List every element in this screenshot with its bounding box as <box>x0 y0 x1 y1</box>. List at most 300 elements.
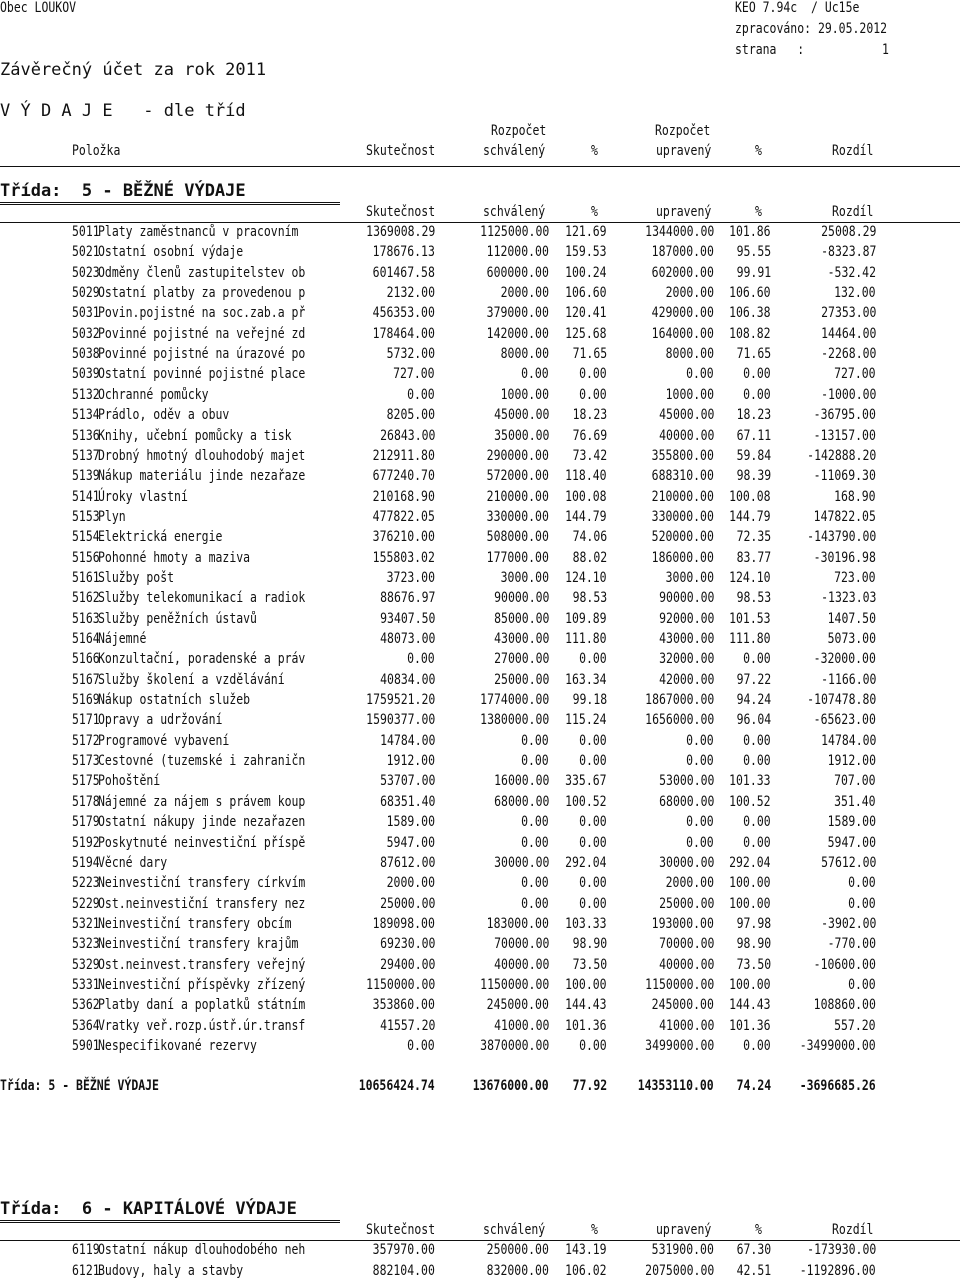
approved: 25000.00 <box>493 671 549 688</box>
pct-adjusted: 97.22 <box>736 671 771 688</box>
pct-adjusted: 71.65 <box>736 346 771 363</box>
adjusted: 43000.00 <box>658 631 714 647</box>
class6-title-underline <box>0 1220 340 1223</box>
pct-approved: 0.00 <box>579 732 607 749</box>
item-code: 5321 <box>72 915 100 932</box>
pct-approved: 73.42 <box>572 447 607 464</box>
item-code: 5192 <box>72 834 100 851</box>
pct-approved: 0.00 <box>579 875 607 892</box>
adjusted: 210000.00 <box>651 488 714 505</box>
item-code: 5179 <box>72 814 100 831</box>
item-code: 5141 <box>72 488 100 505</box>
actual: 3723.00 <box>386 569 435 586</box>
difference: 168.90 <box>834 488 876 505</box>
adjusted: 429000.00 <box>651 305 714 322</box>
approved: 90000.00 <box>493 590 549 607</box>
actual: 677240.70 <box>372 468 435 485</box>
item-code: 6119 <box>72 1242 100 1258</box>
header-budget-label: Rozpočet <box>491 123 547 139</box>
approved: 0.00 <box>521 814 549 831</box>
pct-adjusted: 99.91 <box>736 264 771 281</box>
item-name: Ostatní nákupy jinde nezařazen <box>98 814 306 831</box>
page-label: strana : <box>735 42 805 58</box>
pct-adjusted: 98.90 <box>736 936 771 953</box>
actual: 1589.00 <box>386 814 435 831</box>
table-row <box>0 835 960 855</box>
class5-subheader-divider <box>0 222 960 223</box>
actual: 0.00 <box>407 1038 435 1054</box>
difference: -3902.00 <box>820 915 876 932</box>
pct-adjusted: 18.23 <box>736 407 771 424</box>
pct-approved: 125.68 <box>565 325 607 342</box>
pct-adjusted: 59.84 <box>736 447 771 464</box>
actual: 727.00 <box>393 366 435 383</box>
total-actual: 10656424.74 <box>358 1078 435 1094</box>
actual: 14784.00 <box>379 732 435 749</box>
pct-adjusted: 83.77 <box>736 549 771 566</box>
actual: 41557.20 <box>379 1017 435 1034</box>
approved: 290000.00 <box>486 447 549 464</box>
item-code: 5173 <box>72 753 100 770</box>
header-actual: Skutečnost <box>366 143 436 159</box>
item-code: 5039 <box>72 366 100 383</box>
table-row <box>0 509 960 529</box>
approved: 43000.00 <box>493 631 549 647</box>
adjusted: 32000.00 <box>658 651 714 668</box>
class5-total-row <box>0 1078 960 1098</box>
pct-approved: 99.18 <box>572 692 607 709</box>
pct-adjusted: 0.00 <box>743 732 771 749</box>
pct-adjusted: 95.55 <box>736 244 771 261</box>
total-label: Třída: 5 - BĚŽNÉ VÝDAJE <box>0 1078 159 1094</box>
table-row <box>0 651 960 671</box>
pct-approved: 98.90 <box>572 936 607 953</box>
item-name: Pohonné hmoty a maziva <box>98 549 251 566</box>
adjusted: 330000.00 <box>651 508 714 525</box>
total-pct-2: 74.24 <box>736 1078 771 1094</box>
actual: 601467.58 <box>372 264 435 281</box>
difference: 25008.29 <box>820 224 876 240</box>
pct-adjusted: 111.80 <box>729 631 771 647</box>
item-name: Služby peněžních ústavů <box>98 610 257 627</box>
approved: 0.00 <box>521 875 549 892</box>
pct-approved: 0.00 <box>579 753 607 770</box>
item-name: Ost.neinvest.transfery veřejný <box>98 956 306 973</box>
item-code: 5137 <box>72 447 100 464</box>
difference: -2268.00 <box>820 346 876 363</box>
item-code: 5364 <box>72 1017 100 1034</box>
item-name: Vratky veř.rozp.ústř.úr.transf <box>98 1017 306 1034</box>
header-item: Položka <box>72 143 121 159</box>
table-row <box>0 529 960 549</box>
table-row <box>0 326 960 346</box>
pct-approved: 100.08 <box>565 488 607 505</box>
approved: 45000.00 <box>493 407 549 424</box>
pct-approved: 100.24 <box>565 264 607 281</box>
actual: 1150000.00 <box>365 976 435 993</box>
table-row <box>0 346 960 366</box>
class6-sub-adjusted: upravený <box>656 1222 712 1238</box>
pct-approved: 106.60 <box>565 285 607 302</box>
table-row <box>0 855 960 875</box>
difference: 108860.00 <box>813 997 876 1014</box>
adjusted: 187000.00 <box>651 244 714 261</box>
approved: 112000.00 <box>486 244 549 261</box>
difference: -32000.00 <box>813 651 876 668</box>
pct-approved: 76.69 <box>572 427 607 444</box>
difference: -532.42 <box>827 264 876 281</box>
approved: 85000.00 <box>493 610 549 627</box>
item-code: 5136 <box>72 427 100 444</box>
pct-approved: 100.52 <box>565 793 607 810</box>
approved: 250000.00 <box>486 1242 549 1258</box>
item-name: Neinvestiční transfery krajům <box>98 936 299 953</box>
approved: 0.00 <box>521 834 549 851</box>
item-name: Povin.pojistné na soc.zab.a př <box>98 305 306 322</box>
actual: 68351.40 <box>379 793 435 810</box>
table-row <box>0 753 960 773</box>
approved: 1125000.00 <box>479 224 549 240</box>
difference: 1407.50 <box>827 610 876 627</box>
item-code: 5161 <box>72 569 100 586</box>
total-approved: 13676000.00 <box>472 1078 549 1094</box>
difference: 1912.00 <box>827 753 876 770</box>
difference: -1323.03 <box>820 590 876 607</box>
program-version: KEO 7.94c / Uc15e <box>735 0 860 16</box>
item-code: 5331 <box>72 976 100 993</box>
pct-approved: 100.00 <box>565 976 607 993</box>
item-code: 5901 <box>72 1038 100 1054</box>
item-name: Poskytnuté neinvestiční příspě <box>98 834 306 851</box>
pct-approved: 106.02 <box>565 1262 607 1279</box>
pct-adjusted: 94.24 <box>736 692 771 709</box>
adjusted: 53000.00 <box>658 773 714 790</box>
approved: 572000.00 <box>486 468 549 485</box>
approved: 330000.00 <box>486 508 549 525</box>
pct-approved: 18.23 <box>572 407 607 424</box>
pct-approved: 0.00 <box>579 386 607 403</box>
adjusted: 688310.00 <box>651 468 714 485</box>
difference: 707.00 <box>834 773 876 790</box>
item-name: Služby pošt <box>98 569 175 586</box>
difference: -3499000.00 <box>799 1038 876 1054</box>
class6-sub-pct-2: % <box>755 1222 762 1238</box>
approved: 41000.00 <box>493 1017 549 1034</box>
actual: 189098.00 <box>372 915 435 932</box>
item-code: 5171 <box>72 712 100 729</box>
pct-adjusted: 97.98 <box>736 915 771 932</box>
approved: 3870000.00 <box>479 1038 549 1054</box>
adjusted: 2000.00 <box>665 875 714 892</box>
pct-approved: 159.53 <box>565 244 607 261</box>
actual: 357970.00 <box>372 1242 435 1258</box>
class6-sub-pct: % <box>591 1222 598 1238</box>
adjusted: 30000.00 <box>658 854 714 871</box>
adjusted: 40000.00 <box>658 427 714 444</box>
approved: 832000.00 <box>486 1262 549 1279</box>
class6-title: Třída: 6 - KAPITÁLOVÉ VÝDAJE <box>0 1199 297 1219</box>
item-name: Neinvestiční příspěvky zřízený <box>98 976 306 993</box>
pct-adjusted: 0.00 <box>743 753 771 770</box>
item-name: Plyn <box>98 508 126 525</box>
pct-adjusted: 101.36 <box>729 1017 771 1034</box>
approved: 245000.00 <box>486 997 549 1014</box>
item-code: 5164 <box>72 631 100 647</box>
table-row <box>0 611 960 631</box>
item-name: Ostatní osobní výdaje <box>98 244 244 261</box>
pct-adjusted: 106.60 <box>729 285 771 302</box>
adjusted: 0.00 <box>686 834 714 851</box>
table-row <box>0 489 960 509</box>
item-name: Platby daní a poplatků státním <box>98 997 306 1014</box>
item-code: 5132 <box>72 386 100 403</box>
approved: 600000.00 <box>486 264 549 281</box>
item-name: Nájemné <box>98 631 147 647</box>
pct-approved: 0.00 <box>579 834 607 851</box>
item-code: 5032 <box>72 325 100 342</box>
pct-adjusted: 101.53 <box>729 610 771 627</box>
pct-adjusted: 292.04 <box>729 854 771 871</box>
adjusted: 520000.00 <box>651 529 714 546</box>
difference: -10600.00 <box>813 956 876 973</box>
difference: 14784.00 <box>820 732 876 749</box>
adjusted: 1344000.00 <box>644 224 714 240</box>
difference: -770.00 <box>827 936 876 953</box>
pct-adjusted: 98.39 <box>736 468 771 485</box>
actual: 53707.00 <box>379 773 435 790</box>
table-row <box>0 814 960 834</box>
item-code: 5362 <box>72 997 100 1014</box>
table-row <box>0 448 960 468</box>
actual: 1912.00 <box>386 753 435 770</box>
actual: 93407.50 <box>379 610 435 627</box>
item-name: Drobný hmotný dlouhodobý majet <box>98 447 306 464</box>
pct-approved: 144.79 <box>565 508 607 525</box>
processed-date: zpracováno: 29.05.2012 <box>735 21 888 37</box>
item-code: 5223 <box>72 875 100 892</box>
approved: 70000.00 <box>493 936 549 953</box>
actual: 155803.02 <box>372 549 435 566</box>
actual: 456353.00 <box>372 305 435 322</box>
table-row <box>0 590 960 610</box>
difference: -8323.87 <box>820 244 876 261</box>
pct-adjusted: 100.00 <box>729 976 771 993</box>
table-row <box>0 896 960 916</box>
difference: 0.00 <box>848 895 876 912</box>
item-code: 5172 <box>72 732 100 749</box>
class5-sub-diff: Rozdíl <box>832 204 874 220</box>
adjusted: 1867000.00 <box>644 692 714 709</box>
pct-adjusted: 101.33 <box>729 773 771 790</box>
difference: -30196.98 <box>813 549 876 566</box>
item-code: 5169 <box>72 692 100 709</box>
approved: 16000.00 <box>493 773 549 790</box>
item-code: 5011 <box>72 224 100 240</box>
adjusted: 92000.00 <box>658 610 714 627</box>
pct-adjusted: 0.00 <box>743 386 771 403</box>
pct-approved: 120.41 <box>565 305 607 322</box>
approved: 2000.00 <box>500 285 549 302</box>
item-name: Neinvestiční transfery církvím <box>98 875 306 892</box>
approved: 35000.00 <box>493 427 549 444</box>
pct-approved: 163.34 <box>565 671 607 688</box>
pct-approved: 292.04 <box>565 854 607 871</box>
pct-adjusted: 0.00 <box>743 366 771 383</box>
table-row <box>0 570 960 590</box>
actual: 87612.00 <box>379 854 435 871</box>
table-row <box>0 957 960 977</box>
table-row <box>0 285 960 305</box>
pct-approved: 88.02 <box>572 549 607 566</box>
adjusted: 531900.00 <box>651 1242 714 1258</box>
approved: 3000.00 <box>500 569 549 586</box>
class6-sub-approved: schválený <box>483 1222 546 1238</box>
actual: 8205.00 <box>386 407 435 424</box>
item-name: Ochranné pomůcky <box>98 386 209 403</box>
pct-approved: 124.10 <box>565 569 607 586</box>
table-row <box>0 407 960 427</box>
pct-adjusted: 0.00 <box>743 814 771 831</box>
pct-approved: 0.00 <box>579 651 607 668</box>
actual: 48073.00 <box>379 631 435 647</box>
table-row <box>0 244 960 264</box>
item-name: Nákup ostatních služeb <box>98 692 251 709</box>
pct-adjusted: 108.82 <box>729 325 771 342</box>
adjusted: 41000.00 <box>658 1017 714 1034</box>
pct-adjusted: 144.43 <box>729 997 771 1014</box>
adjusted: 45000.00 <box>658 407 714 424</box>
pct-approved: 109.89 <box>565 610 607 627</box>
item-name: Služby školení a vzdělávání <box>98 671 285 688</box>
actual: 212911.80 <box>372 447 435 464</box>
adjusted: 0.00 <box>686 753 714 770</box>
adjusted: 70000.00 <box>658 936 714 953</box>
item-name: Pohoštění <box>98 773 161 790</box>
pct-approved: 144.43 <box>565 997 607 1014</box>
pct-approved: 0.00 <box>579 366 607 383</box>
difference: -36795.00 <box>813 407 876 424</box>
item-name: Věcné dary <box>98 854 168 871</box>
actual: 2000.00 <box>386 875 435 892</box>
actual: 353860.00 <box>372 997 435 1014</box>
class5-sub-approved: schválený <box>483 204 546 220</box>
approved: 68000.00 <box>493 793 549 810</box>
item-code: 6121 <box>72 1262 100 1279</box>
header-divider <box>0 166 960 167</box>
item-name: Nájemné za nájem s právem koup <box>98 793 306 810</box>
actual: 26843.00 <box>379 427 435 444</box>
pct-adjusted: 98.53 <box>736 590 771 607</box>
actual: 178464.00 <box>372 325 435 342</box>
header-adjusted: upravený <box>656 143 712 159</box>
adjusted: 0.00 <box>686 366 714 383</box>
actual: 1369008.29 <box>365 224 435 240</box>
pct-adjusted: 67.30 <box>736 1242 771 1258</box>
table-row <box>0 631 960 651</box>
item-code: 5154 <box>72 529 100 546</box>
adjusted: 2075000.00 <box>644 1262 714 1279</box>
difference: -1000.00 <box>820 386 876 403</box>
difference: 14464.00 <box>820 325 876 342</box>
pct-adjusted: 72.35 <box>736 529 771 546</box>
item-code: 5153 <box>72 508 100 525</box>
item-code: 5194 <box>72 854 100 871</box>
table-row <box>0 1018 960 1038</box>
difference: -107478.80 <box>806 692 876 709</box>
actual: 477822.05 <box>372 508 435 525</box>
approved: 379000.00 <box>486 305 549 322</box>
pct-adjusted: 0.00 <box>743 834 771 851</box>
pct-approved: 73.50 <box>572 956 607 973</box>
pct-adjusted: 73.50 <box>736 956 771 973</box>
table-row <box>0 224 960 244</box>
approved: 1380000.00 <box>479 712 549 729</box>
table-row <box>0 936 960 956</box>
approved: 142000.00 <box>486 325 549 342</box>
difference: 727.00 <box>834 366 876 383</box>
difference: 0.00 <box>848 976 876 993</box>
class6-subheader-divider <box>0 1240 960 1241</box>
pct-approved: 0.00 <box>579 814 607 831</box>
table-row <box>0 1263 960 1283</box>
adjusted: 42000.00 <box>658 671 714 688</box>
pct-approved: 101.36 <box>565 1017 607 1034</box>
actual: 25000.00 <box>379 895 435 912</box>
header-pct: % <box>591 143 598 159</box>
difference: 147822.05 <box>813 508 876 525</box>
difference: 1589.00 <box>827 814 876 831</box>
item-name: Ost.neinvestiční transfery nez <box>98 895 306 912</box>
item-code: 5029 <box>72 285 100 302</box>
table-row <box>0 692 960 712</box>
item-name: Konzultační, poradenské a práv <box>98 651 306 668</box>
adjusted: 68000.00 <box>658 793 714 810</box>
item-code: 5166 <box>72 651 100 668</box>
table-row <box>0 550 960 570</box>
item-name: Úroky vlastní <box>98 488 188 505</box>
adjusted: 0.00 <box>686 814 714 831</box>
pct-approved: 335.67 <box>565 773 607 790</box>
approved: 183000.00 <box>486 915 549 932</box>
approved: 0.00 <box>521 753 549 770</box>
class5-title: Třída: 5 - BĚŽNÉ VÝDAJE <box>0 181 246 201</box>
table-row <box>0 265 960 285</box>
item-name: Neinvestiční transfery obcím <box>98 915 292 932</box>
difference: 27353.00 <box>820 305 876 322</box>
item-name: Platy zaměstnanců v pracovním <box>98 224 299 240</box>
adjusted: 164000.00 <box>651 325 714 342</box>
actual: 5947.00 <box>386 834 435 851</box>
difference: -143790.00 <box>806 529 876 546</box>
actual: 210168.90 <box>372 488 435 505</box>
adjusted: 245000.00 <box>651 997 714 1014</box>
difference: -13157.00 <box>813 427 876 444</box>
adjusted: 25000.00 <box>658 895 714 912</box>
adjusted: 90000.00 <box>658 590 714 607</box>
item-code: 5139 <box>72 468 100 485</box>
item-code: 5178 <box>72 793 100 810</box>
pct-adjusted: 42.51 <box>736 1262 771 1279</box>
pct-approved: 0.00 <box>579 895 607 912</box>
item-name: Ostatní povinné pojistné place <box>98 366 306 383</box>
page-number: 1 <box>882 42 889 58</box>
adjusted: 193000.00 <box>651 915 714 932</box>
adjusted: 355800.00 <box>651 447 714 464</box>
item-name: Knihy, učební pomůcky a tisk <box>98 427 292 444</box>
table-row <box>0 366 960 386</box>
adjusted: 602000.00 <box>651 264 714 281</box>
class5-sub-pct: % <box>591 204 598 220</box>
